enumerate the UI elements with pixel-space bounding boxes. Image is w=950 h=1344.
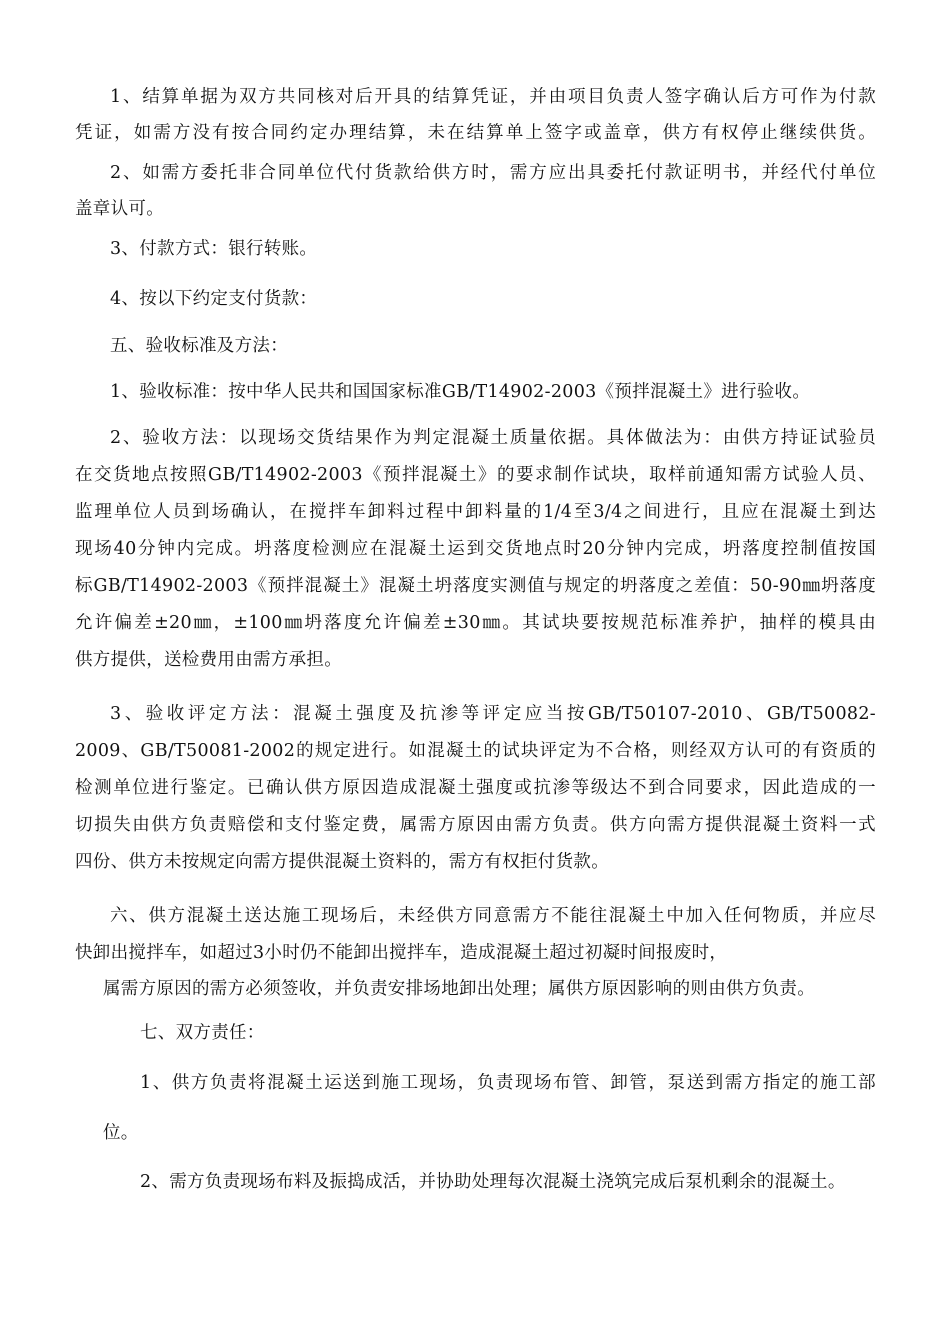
text-line-26: 位。 (103, 1123, 139, 1143)
text-line-10: 在交货地点按照GB/T14902-2003《预拌混凝土》的要求制作试块，取样前通知需方试验人员、 (75, 465, 876, 485)
text-line-11: 监理单位人员到场确认，在搅拌车卸料过程中卸料量的1/4至3/4之间进行，且应在混凝土到达 (75, 502, 876, 522)
text-line-3: 2、如需方委托非合同单位代付货款给供方时，需方应出具委托付款证明书，并经代付单位 (110, 163, 876, 183)
text-line-5: 3、付款方式：银行转账。 (110, 239, 318, 259)
section-heading-7: 七、双方责任： (140, 1023, 265, 1043)
section-heading-5: 五、验收标准及方法： (110, 336, 288, 356)
text-line-6: 4、按以下约定支付货款： (110, 289, 318, 309)
text-line-17: 2009、GB/T50081-2002的规定进行。如混凝土的试块评定为不合格，则经双方认可的有资质的 (75, 741, 876, 761)
text-line-13: 标GB/T14902-2003《预拌混凝土》混凝土坍落度实测值与规定的坍落度之差值：50-90㎜坍落度 (75, 576, 876, 596)
text-line-15: 供方提供，送检费用由需方承担。 (75, 650, 342, 670)
text-line-19: 切损失由供方负责赔偿和支付鉴定费，属需方原因由需方负责。供方向需方提供混凝土资料一式 (75, 815, 876, 835)
text-line-14: 允许偏差±20㎜，±100㎜坍落度允许偏差±30㎜。其试块要按规范标准养护，抽样的模具由 (75, 613, 876, 633)
text-line-16: 3、验收评定方法：混凝土强度及抗渗等评定应当按GB/T50107-2010、GB/T50082- (110, 704, 876, 724)
text-line-18: 检测单位进行鉴定。已确认供方原因造成混凝土强度或抗渗等级达不到合同要求，因此造成的一 (75, 778, 876, 798)
text-line-4: 盖章认可。 (75, 199, 164, 219)
section-heading-6: 六、供方混凝土送达施工现场后，未经供方同意需方不能往混凝土中加入任何物质，并应尽 (110, 906, 876, 926)
text-line-12: 现场40分钟内完成。坍落度检测应在混凝土运到交货地点时20分钟内完成，坍落度控制值按国 (75, 539, 876, 559)
text-line-20: 四份、供方未按规定向需方提供混凝土资料的，需方有权拒付货款。 (75, 852, 609, 872)
text-line-8: 1、验收标准：按中华人民共和国国家标准GB/T14902-2003《预拌混凝土》进行验收。 (110, 382, 811, 402)
text-line-22: 快卸出搅拌车，如超过3小时仍不能卸出搅拌车，造成混凝土超过初凝时间报废时， (75, 943, 728, 963)
text-line-27: 2、需方负责现场布料及振捣成活，并协助处理每次混凝土浇筑完成后泵机剩余的混凝土。 (140, 1172, 846, 1192)
text-line-9: 2、验收方法：以现场交货结果作为判定混凝土质量依据。具体做法为：由供方持证试验员 (110, 428, 876, 448)
text-line-2: 凭证，如需方没有按合同约定办理结算，未在结算单上签字或盖章，供方有权停止继续供货。 (75, 123, 876, 143)
text-line-1: 1、结算单据为双方共同核对后开具的结算凭证，并由项目负责人签字确认后方可作为付款 (110, 87, 876, 107)
text-line-25: 1、供方负责将混凝土运送到施工现场，负责现场布管、卸管，泵送到需方指定的施工部 (140, 1073, 876, 1093)
text-line-23: 属需方原因的需方必须签收，并负责安排场地卸出处理；属供方原因影响的则由供方负责。 (103, 979, 815, 999)
